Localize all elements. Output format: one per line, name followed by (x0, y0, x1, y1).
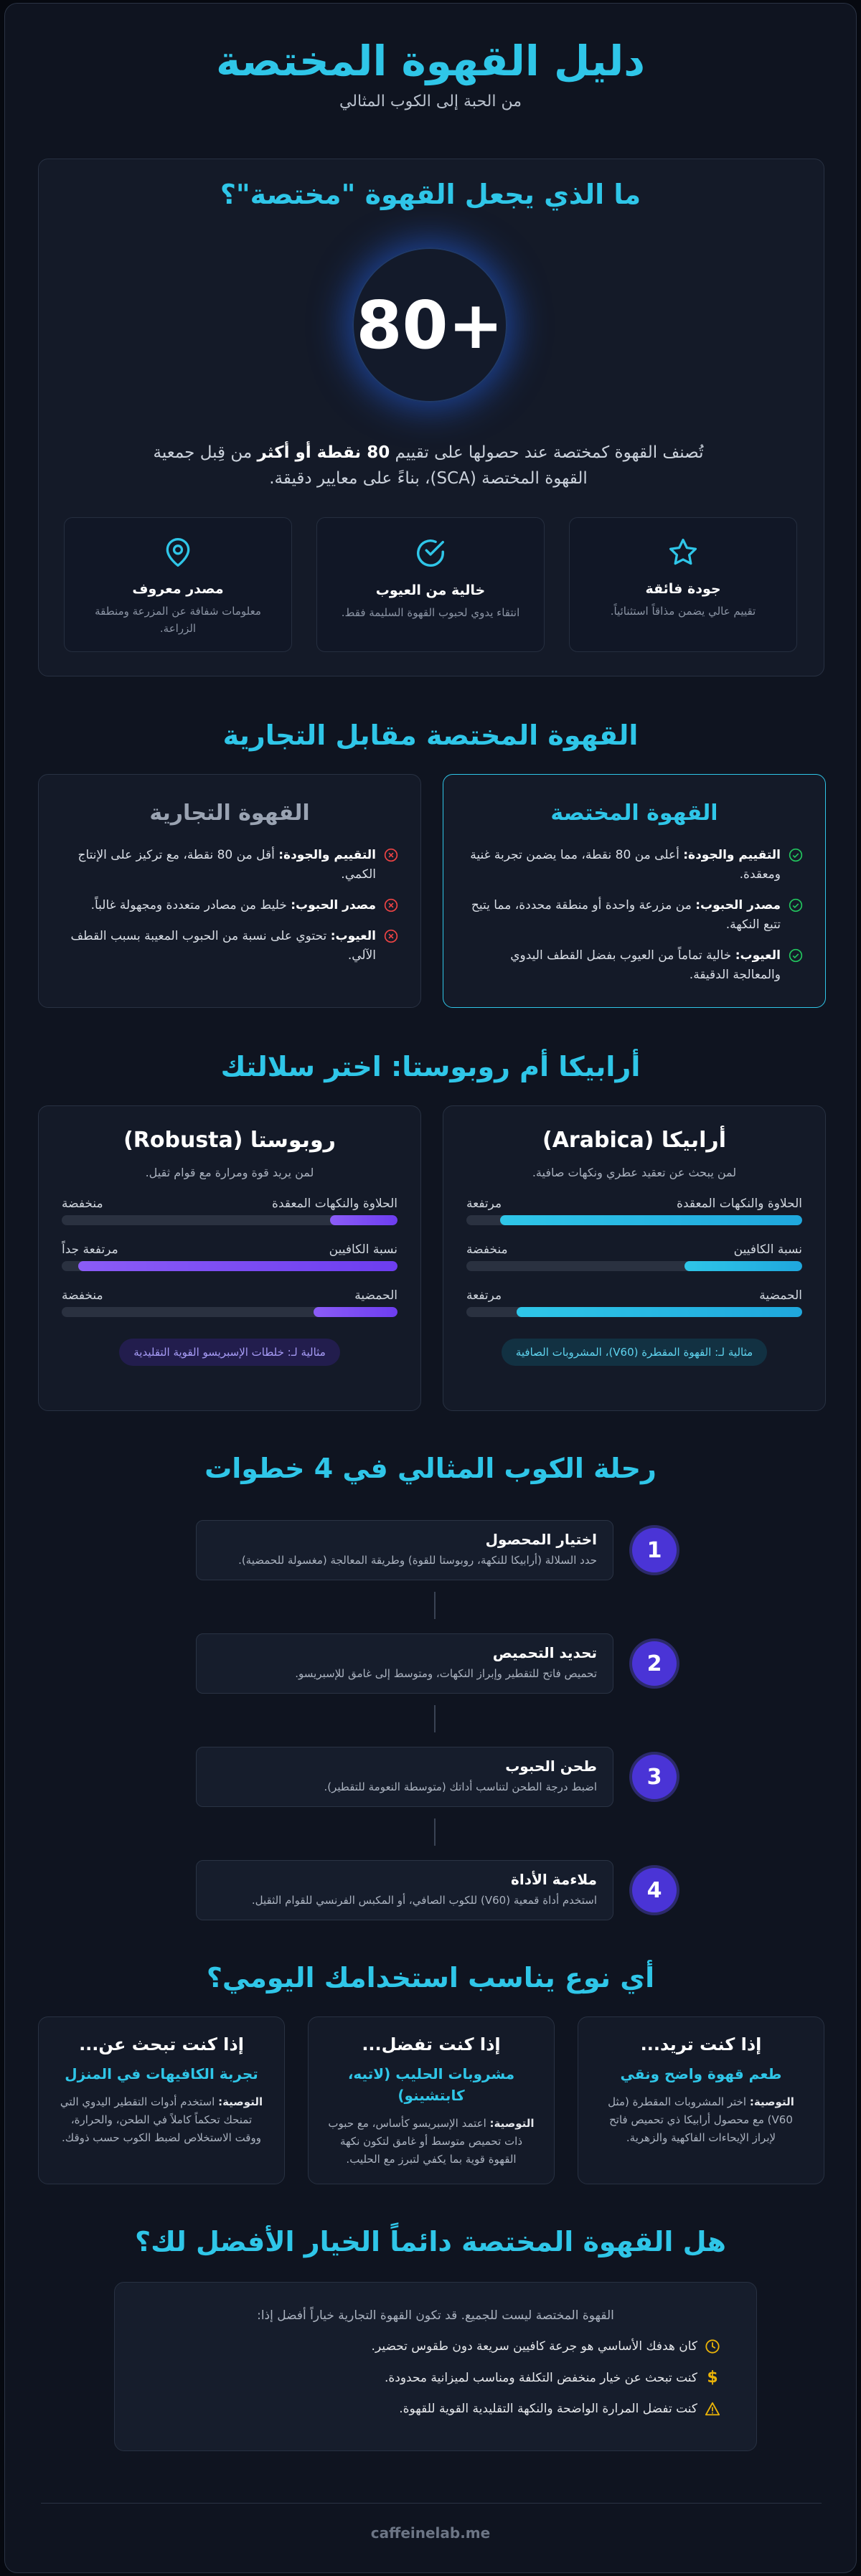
list-item: كنت تفضل المرارة الواضحة والنكهة التقليدية القوية للقهوة. (115, 2401, 720, 2417)
final-heading: هل القهوة المختصة دائماً الخيار الأفضل لك؟ (135, 2226, 726, 2257)
map-pin-icon (162, 537, 194, 568)
feature-desc: تقييم عالي يضمن مذاقاً استثنائياً. (610, 605, 756, 618)
bar-fill (517, 1307, 802, 1317)
list-item: التقييم والجودة: أقل من 80 نقطة، مع تركيز على الإنتاج الكمي. (60, 846, 399, 884)
robusta-caffeine-bar (62, 1242, 397, 1271)
usage-title: إذا كنت تريد... (640, 2034, 762, 2054)
feature-title: جودة فائقة (645, 581, 721, 597)
step-number-4: 4 (632, 1868, 677, 1912)
step-card-3 (196, 1747, 613, 1807)
page-subtitle: من الحبة إلى الكوب المثالي (339, 93, 522, 110)
bar-level: مرتفعة (466, 1288, 502, 1303)
step-desc: حدد السلالة (أرابيكا للنكهة، روبوستا للقوة) وطريقة المعالجة (مغسولة للحمضية). (238, 1554, 597, 1567)
bar-fill (330, 1215, 397, 1225)
infographic-page (4, 3, 857, 2573)
list-item: التقييم والجودة: أعلى من 80 نقطة، مما يضمن تجربة غنية ومعقدة. (465, 846, 804, 884)
bar-fill (684, 1261, 802, 1271)
feature-quality (569, 517, 797, 652)
usage-subtitle: مشروبات الحليب (لاتيه، كابتشينو) (347, 2065, 515, 2104)
arabica-desc: لمن يبحث عن تعقيد عطري ونكهات صافية. (532, 1166, 737, 1179)
list-item: العيوب: تحتوي على نسبة من الحبوب المعيبة بسبب القطف الآلي. (60, 927, 399, 966)
robusta-title: روبوستا (Robusta) (123, 1128, 336, 1153)
check-icon (788, 898, 804, 912)
footer-divider (41, 2503, 822, 2504)
robusta-desc: لمن يريد قوة ومرارة مع قوام ثقيل. (145, 1166, 314, 1179)
check-circle-icon (414, 537, 447, 570)
usage-subtitle: طعم قهوة واضح ونقي (620, 2065, 782, 2082)
robusta-pill: مثالية لـ: خلطات الإسبريسو القوية التقليدية (119, 1339, 340, 1366)
bar-fill (500, 1215, 802, 1225)
step-card-2 (196, 1633, 613, 1694)
step-title: اختيار المحصول (485, 1531, 597, 1548)
list-item: مصدر الحبوب: من مزرعة واحدة أو منطقة محددة، مما يتيح تتبع النكهة. (465, 896, 804, 935)
step-connector (434, 1818, 436, 1846)
arabica-sweetness-bar (466, 1197, 802, 1225)
feature-desc: معلومات شفافة عن المزرعة ومنطقة الزراعة. (95, 605, 261, 635)
step-card-4 (196, 1860, 613, 1920)
bar-fill (78, 1261, 397, 1271)
robusta-acidity-bar (62, 1288, 397, 1317)
step-connector (434, 1592, 436, 1619)
check-icon (788, 948, 804, 963)
step-desc: اضبط درجة الطحن لتناسب أداتك (متوسطة النعومة للتقطير). (324, 1780, 597, 1793)
robusta-card (38, 1105, 421, 1411)
definition-heading: ما الذي يجعل القهوة "مختصة"؟ (220, 179, 641, 210)
check-icon (788, 848, 804, 862)
star-icon (667, 537, 699, 568)
step-title: تحديد التحميص (492, 1644, 597, 1661)
commercial-card (38, 774, 421, 1008)
step-number-1: 1 (632, 1528, 677, 1572)
bar-label: نسبة الكافيين (733, 1242, 802, 1257)
list-item: مصدر الحبوب: خليط من مصادر متعددة ومجهولة غالباً. (60, 896, 399, 915)
bar-level: مرتفعة (466, 1197, 502, 1211)
bar-label: الحمضية (354, 1288, 397, 1303)
bar-label: نسبة الكافيين (329, 1242, 397, 1257)
feature-title: خالية من العيوب (375, 582, 486, 598)
journey-heading: رحلة الكوب المثالي في 4 خطوات (204, 1453, 657, 1484)
score-badge: +80 (352, 247, 507, 402)
usage-card-clean-taste (578, 2016, 824, 2184)
feature-known-origin (64, 517, 292, 652)
arabica-title: أرابيكا (Arabica) (542, 1128, 726, 1153)
x-icon (383, 898, 399, 912)
robusta-sweetness-bar (62, 1197, 397, 1225)
arabica-card (443, 1105, 826, 1411)
bar-label: الحلاوة والنكهات المعقدة (677, 1197, 802, 1211)
list-item: العيوب: خالية تماماً من العيوب بفضل القطف اليدوي والمعالجة الدقيقة. (465, 946, 804, 985)
comparison-heading: القهوة المختصة مقابل التجارية (222, 720, 639, 751)
usage-card-milk-drinks (308, 2016, 555, 2184)
step-desc: تحميص فاتح للتقطير وإبراز النكهات، ومتوسط إلى غامق للإسبريسو. (295, 1667, 597, 1680)
step-number-3: 3 (632, 1755, 677, 1799)
specialty-title: القهوة المختصة (550, 801, 718, 826)
warning-icon (705, 2401, 720, 2417)
step-number-2: 2 (632, 1641, 677, 1686)
arabica-acidity-bar (466, 1288, 802, 1317)
usage-heading: أي نوع يناسب استخدامك اليومي؟ (206, 1962, 655, 1994)
specialty-list (465, 846, 804, 985)
dollar-icon: $ (707, 2369, 718, 2387)
arabica-caffeine-bar (466, 1242, 802, 1271)
bar-level: منخفضة (466, 1242, 508, 1257)
bar-label: الحمضية (759, 1288, 802, 1303)
feature-title: مصدر معروف (132, 581, 224, 597)
bar-level: منخفضة (62, 1288, 103, 1303)
step-card-1 (196, 1520, 613, 1580)
definition-text: تُصنف القهوة كمختصة عند حصولها على تقييم 80 نقطة أو أكثر من قِبل جمعية القهوة المختصة (SCA)، بناءً على معايير دقيقة. (153, 443, 704, 488)
arabica-pill: مثالية لـ: القهوة المقطرة (V60)، المشروبات الصافية (502, 1339, 767, 1366)
x-icon (383, 929, 399, 943)
bar-label: الحلاوة والنكهات المعقدة (272, 1197, 397, 1211)
list-item: كان هدفك الأساسي هو جرعة كافيين سريعة دون طقوس تحضير. (115, 2339, 720, 2354)
strains-heading: أرابيكا أم روبوستا: اختر سلالتك (220, 1051, 641, 1082)
final-card (114, 2282, 757, 2451)
usage-recommendation: التوصية: استخدم أدوات التقطير اليدوي التي تمنحك تحكماً كاملاً في الطحن، والحرارة، ووقت الاستخلاص لضبط الكوب حسب ذوقك. (60, 2095, 263, 2144)
bar-level: منخفضة (62, 1197, 103, 1211)
clock-icon (705, 2339, 720, 2354)
step-title: ملاءمة الأداة (511, 1871, 597, 1888)
footer-link[interactable]: caffeinelab.me (370, 2524, 491, 2542)
list-item: $ كنت تبحث عن خيار منخفض التكلفة ومناسب لميزانية محدودة. (115, 2369, 720, 2387)
specialty-card (443, 774, 826, 1008)
bar-fill (314, 1307, 397, 1317)
step-title: طحن الحبوب (505, 1758, 597, 1775)
feature-no-defects (316, 517, 545, 652)
usage-card-home-cafe (38, 2016, 285, 2184)
step-desc: استخدم أداة قمعية (V60) للكوب الصافي، أو المكبس الفرنسي للقوام الثقيل. (251, 1894, 597, 1907)
step-connector (434, 1705, 436, 1732)
usage-subtitle: تجربة الكافيهات في المنزل (65, 2065, 258, 2082)
final-list (115, 2339, 720, 2417)
usage-title: إذا كنت تفضل... (362, 2034, 501, 2054)
usage-title: إذا كنت تبحث عن... (79, 2034, 244, 2054)
commercial-title: القهوة التجارية (149, 801, 310, 826)
feature-desc: انتقاء يدوي لحبوب القهوة السليمة فقط. (341, 606, 520, 619)
x-icon (383, 848, 399, 862)
bar-level: مرتفعة جداً (62, 1242, 118, 1257)
usage-recommendation: التوصية: اختر المشروبات المقطرة (مثل V60) مع محصول أرابيكا ذي تحميص فاتح لإبراز الإيحاءات الفاكهية والزهرية. (608, 2095, 794, 2144)
final-intro: القهوة المختصة ليست للجميع. قد تكون القهوة التجارية خياراً أفضل إذا: (257, 2308, 614, 2323)
page-title: دليل القهوة المختصة (215, 37, 645, 85)
commercial-list (60, 846, 399, 966)
usage-recommendation: التوصية: اعتمد الإسبريسو كأساس، مع حبوب ذات تحميص متوسط أو غامق لتكون نكهة القهوة قوية بما يكفي لتبرز مع الحليب. (328, 2117, 535, 2166)
